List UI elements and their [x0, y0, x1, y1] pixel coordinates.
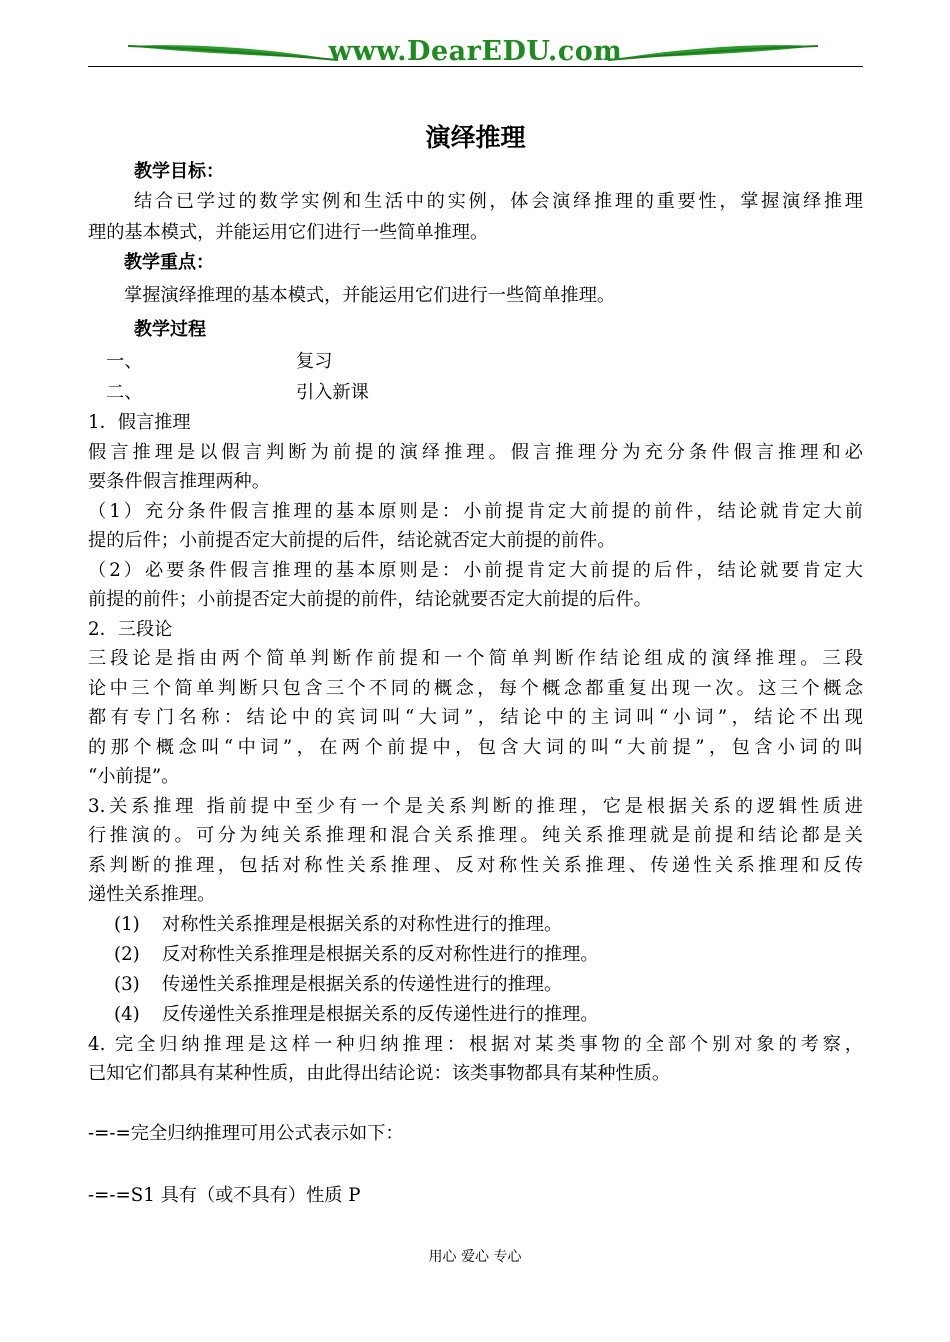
site-header — [88, 34, 863, 70]
s3-text-1: 3.关系推理 指前提中至少有一个是关系判断的推理，它是根据关系的逻辑性质进 — [88, 795, 863, 817]
step-number: 二、 — [106, 382, 143, 403]
s2-text-3: 都有专门名称：结论中的宾词叫“大词”，结论中的主词叫“小词”，结论不出现 — [88, 707, 863, 728]
item-number: (3) — [114, 973, 140, 995]
s3-text-4: 递性关系推理。 — [88, 884, 216, 905]
process-step-1 — [88, 346, 863, 377]
s2-text-5: “小前提”。 — [88, 766, 180, 787]
page-title: 演绎推理 — [425, 123, 526, 152]
item-text: 对称性关系推理是根据关系的对称性进行的推理。 — [162, 913, 563, 935]
step-number: 一、 — [106, 351, 143, 372]
formula-intro: -=-=完全归纳推理可用公式表示如下： — [88, 1123, 404, 1144]
site-logo[interactable]: www.DearEDU.com — [328, 36, 623, 67]
page-footer: 用心 爱心 专心 — [428, 1249, 522, 1265]
item-text: 反传递性关系推理是根据关系的反传递性进行的推理。 — [162, 1003, 599, 1025]
process-step-2 — [88, 377, 863, 408]
s2-text-2: 论中三个简单判断只包含三个不同的概念，每个概念都重复出现一次。这三个概念 — [88, 677, 863, 699]
focus-heading: 教学重点： — [124, 252, 214, 273]
s1-p2-1: （2）必要条件假言推理的基本原则是：小前提肯定大前提的后件，结论就要肯定大 — [88, 559, 863, 581]
header-rule — [88, 66, 863, 67]
step-label: 引入新课 — [296, 382, 369, 403]
goals-text-2: 理的基本模式，并能运用它们进行一些简单推理。 — [88, 222, 489, 243]
item-number: (2) — [114, 943, 140, 965]
s2-text-1: 三段论是指由两个简单判断作前提和一个简单判断作结论组成的演绎推理。三段 — [88, 648, 863, 669]
s1-intro-2: 要条件假言推理两种。 — [88, 471, 270, 492]
goals-text-1: 结合已学过的数学实例和生活中的实例，体会演绎推理的重要性，掌握演绎推理 — [134, 191, 863, 212]
step-label: 复习 — [296, 351, 333, 372]
spacer — [88, 1089, 863, 1119]
s1-p1-1: （1）充分条件假言推理的基本原则是：小前提肯定大前提的前件，结论就肯定大前 — [88, 500, 863, 522]
document-body — [88, 118, 863, 1212]
s1-p1-2: 提的后件；小前提否定大前提的后件，结论就否定大前提的前件。 — [88, 530, 616, 551]
s4-text-1: 4. 完全归纳推理是这样一种归纳推理：根据对某类事物的全部个别对象的考察， — [88, 1033, 863, 1055]
s3-item-1 — [88, 910, 863, 940]
item-number: (1) — [114, 913, 140, 935]
item-text: 传递性关系推理是根据关系的传递性进行的推理。 — [162, 973, 563, 995]
s3-text-3: 系判断的推理，包括对称性关系推理、反对称性关系推理、传递性关系推理和反传 — [88, 854, 863, 876]
item-text: 反对称性关系推理是根据关系的反对称性进行的推理。 — [162, 943, 599, 965]
s3-text-2: 行推演的。可分为纯关系推理和混合关系推理。纯关系推理就是前提和结论都是关 — [88, 825, 863, 846]
s1-p2-2: 前提的前件；小前提否定大前提的前件，结论就要否定大前提的后件。 — [88, 589, 652, 610]
process-heading: 教学过程 — [134, 319, 206, 340]
focus-text: 掌握演绎推理的基本模式，并能运用它们进行一些简单推理。 — [124, 285, 616, 306]
goals-heading: 教学目标： — [134, 161, 224, 182]
s2-text-4: 的那个概念叫“中词”，在两个前提中，包含大词的叫“大前提”，包含小词的叫 — [88, 736, 863, 758]
formula-line-1: -=-=S1 具有（或不具有）性质 P — [88, 1184, 361, 1206]
s3-item-2 — [88, 940, 863, 970]
item-number: (4) — [114, 1003, 140, 1025]
section-1-title: 1．假言推理 — [88, 412, 191, 433]
s3-item-4 — [88, 1000, 863, 1030]
section-2-title: 2．三段论 — [88, 618, 173, 640]
s4-text-2: 已知它们都具有某种性质，由此得出结论说：该类事物都具有某种性质。 — [88, 1063, 671, 1084]
s1-intro-1: 假言推理是以假言判断为前提的演绎推理。假言推理分为充分条件假言推理和必 — [88, 441, 863, 463]
s3-item-3 — [88, 970, 863, 1000]
spacer — [88, 1150, 863, 1180]
